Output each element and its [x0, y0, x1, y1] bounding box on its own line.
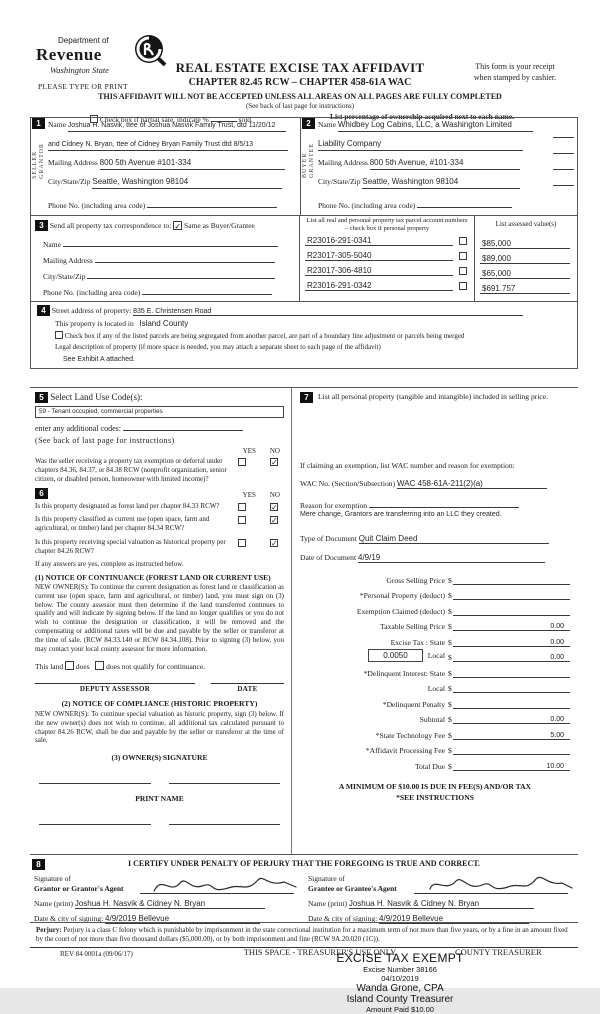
form-title: REAL ESTATE EXCISE TAX AFFIDAVIT: [175, 60, 425, 75]
see-back-note: (See back of last page for instructions): [245, 102, 355, 110]
grantor-signature-scribble: [150, 873, 300, 897]
owner-signature-lines: [39, 776, 280, 784]
seller-address-field[interactable]: 800 5th Avenue #101-334: [100, 158, 285, 170]
grantor-date-city-label: Date & city of signing:: [34, 913, 104, 923]
current-use-question: Is this property classified as current use (open space, farm and agricultural, or timber) land per chapter 84.34 RCW? ✓: [35, 515, 278, 533]
deputy-assessor-label: DEPUTY ASSESSOR: [35, 683, 195, 693]
fin-row: Excise Tax : State $ 0.00: [300, 631, 570, 647]
seller-phone-label: Phone No. (including area code): [48, 201, 146, 210]
additional-codes-label: enter any additional codes:: [35, 424, 121, 433]
wac-field[interactable]: WAC 458-61A-211(2)(a): [397, 479, 547, 489]
current-use-yes-checkbox[interactable]: [238, 516, 246, 524]
section-2-number: 2: [302, 118, 315, 129]
seller-address-label: Mailing Address: [48, 158, 98, 167]
certify-statement: I CERTIFY UNDER PENALTY OF PERJURY THAT THE FOREGOING IS TRUE AND CORRECT.: [127, 859, 480, 868]
fin-row: *Delinquent Interest: State $: [300, 662, 570, 678]
assessed-value-row: $85,000: [480, 236, 572, 251]
fin-row: *Personal Property (deduct) $: [300, 585, 570, 601]
grantee-signature-block: Signature of Grantee or Grantee's Agent Name (print) Joshua H. Nasvik & Cidney N. Bryan Date & city of signing: 4/9/2019 Bellevue: [304, 874, 578, 924]
print-name-field[interactable]: [169, 817, 281, 825]
section-8-number: 8: [32, 859, 45, 870]
reason-label: Reason for exemption: [300, 501, 368, 510]
receipt-note: This form is your receipt when stamped by cashier.: [473, 62, 557, 82]
notice1-title: (1) NOTICE OF CONTINUANCE (FOREST LAND OR CURRENT USE): [35, 572, 271, 582]
doc-type-label: Type of Document: [300, 534, 357, 543]
corr-phone-field[interactable]: [142, 283, 272, 295]
fin-row: *State Technology Fee $ 5.00: [300, 724, 570, 740]
historic-no-checkbox[interactable]: ✓: [271, 538, 278, 548]
historic-yes-checkbox[interactable]: [238, 539, 246, 547]
percent-field[interactable]: [553, 138, 574, 154]
grantee-agent-label: Grantee or Grantee's Agent: [308, 883, 397, 893]
seller-side-label: SELLER: [31, 150, 38, 179]
street-address-field[interactable]: 835 E. Christensen Road: [133, 306, 523, 316]
current-use-no-checkbox[interactable]: ✓: [271, 516, 278, 526]
doc-date-field[interactable]: 4/9/19: [358, 553, 545, 563]
same-as-buyer-label: Same as Buyer/Grantee: [184, 221, 255, 230]
affidavit-processing-fee-field[interactable]: [453, 745, 570, 755]
partial-sale-label: Check box if partial sale, indicate %: [99, 115, 209, 124]
forest-no-checkbox[interactable]: ✓: [271, 503, 278, 513]
stamp-treasurer-title: Island County Treasurer: [346, 994, 454, 1005]
notice2-title: (2) NOTICE OF COMPLIANCE (HISTORIC PROPERTY): [61, 698, 258, 708]
seller-city-label: City/State/Zip: [48, 177, 91, 186]
delinquent-interest-local-field[interactable]: [453, 683, 570, 693]
print-name-lines: [39, 817, 280, 825]
form-chapter: CHAPTER 82.45 RCW – CHAPTER 458-61A WAC: [188, 77, 412, 88]
fin-row: Gross Selling Price $: [300, 569, 570, 585]
buyer-name-label: Name: [318, 120, 336, 129]
rev-number: REV 84 0001a (09/06/17): [60, 950, 133, 958]
buyer-city-field[interactable]: Seattle, Washington 98104: [362, 177, 520, 189]
stamp-amount-paid: Amount Paid $10.00: [366, 1005, 434, 1014]
fin-row: Exemption Claimed (deduct) $: [300, 600, 570, 616]
same-as-buyer-checkbox[interactable]: ✓: [174, 222, 182, 231]
reason-field[interactable]: [369, 498, 519, 508]
buyer-city-label: City/State/Zip: [318, 177, 361, 186]
doc-date-label: Date of Document: [300, 553, 357, 562]
fin-row: Local $: [300, 678, 570, 694]
deputy-assessor-row: [35, 683, 284, 693]
fin-row: Taxable Selling Price $ 0.00: [300, 616, 570, 632]
seller-name-field-2[interactable]: and Cidney N. Bryan, ttee of Cidney Bryan Family Trust dtd 8/5/13: [48, 139, 288, 151]
fin-row: Subtotal $ 0.00: [300, 709, 570, 725]
stamp-excise-number: Excise Number 38166: [363, 965, 437, 974]
fin-row-local-rate: 0.0050 Local $ 0.00: [300, 647, 570, 663]
fin-row: Total Due $ 10.00: [300, 755, 570, 771]
street-address-label: Street address of property:: [51, 306, 132, 315]
owner-signature-field[interactable]: [39, 776, 151, 784]
left-column: [30, 388, 292, 854]
section-4-number: 4: [37, 305, 50, 316]
land-use-code-select[interactable]: 59 - Tenant occupied, commercial properties: [35, 406, 284, 418]
lower-form-box: [30, 387, 578, 855]
corr-address-field[interactable]: [95, 251, 275, 263]
county-treasurer-label: COUNTY TREASURER: [455, 947, 542, 957]
notice1-body: NEW OWNER(S): To continue the current designation as forest land or classification as current use (open space, farm and agricultural, or timber) land, you must sign on (3) below. The county assessor must then determine if the land transferred continues to qualify and will indicate by signing below. If the land no longer qualifies or you do not wish to continue the designation or classification, it will be removed and the compensating or additional taxes will be due and payable by the seller or transferor at the time of sale. (RCW 84.33.140 or RCW 84.34.108). Prior to signing (3) below, you may contact your local county assessor for more information.: [35, 582, 284, 653]
section-4: [31, 301, 577, 368]
buyer-phone-field[interactable]: [417, 196, 512, 208]
minimum-due-note: A MINIMUM OF $10.00 IS DUE IN FEE(S) AND/OR TAX *SEE INSTRUCTIONS: [338, 781, 532, 802]
stamp-treasurer-name: Wanda Grone, CPA: [356, 983, 444, 994]
percent-field[interactable]: [553, 154, 574, 170]
additional-codes-field[interactable]: [123, 421, 243, 431]
personal-property-checkbox[interactable]: [459, 282, 467, 290]
excise-tax-state-field[interactable]: 0.00: [453, 637, 570, 647]
print-name-title: PRINT NAME: [135, 794, 184, 804]
continuance-qualify-row: This land does does not qualify for continuance.: [35, 661, 206, 671]
taxable-selling-price-field[interactable]: 0.00: [453, 621, 570, 631]
land-use-title: Select Land Use Code(s):: [50, 392, 143, 402]
local-rate-box[interactable]: 0.0050: [368, 649, 422, 662]
located-in-value[interactable]: Island County: [139, 319, 189, 328]
personal-property-checkbox[interactable]: [459, 252, 467, 260]
historic-question: Is this property receiving special valuation as historical property per chapter 84.26 RCW? ✓: [35, 537, 278, 555]
owners-signature-title: (3) OWNER(S) SIGNATURE: [111, 753, 208, 763]
section-1-number: 1: [32, 118, 45, 129]
forest-yes-checkbox[interactable]: [238, 503, 246, 511]
seller-phone-field[interactable]: [147, 196, 277, 208]
ownership-percent-column: [551, 118, 577, 212]
buyer-side-label: BUYER: [301, 152, 308, 178]
legal-description-value[interactable]: See Exhibit A attached.: [63, 356, 135, 363]
grantee-name-field[interactable]: Joshua H. Nasvik & Cidney N. Bryan: [349, 899, 534, 909]
does-checkbox[interactable]: [65, 661, 74, 670]
seller-name-label: Name: [48, 120, 66, 129]
section-2-buyer: 2 BUYER GRANTEE Name Whidbey Log Cabins, LLC, a Washington Limited Liability Company Mailing Address 800 5th Avenue, #101-334 City/State/Zip Seattle, Washington 98104 Phone No. (including area code): [300, 118, 577, 215]
assessed-value-row: $89,000: [480, 251, 572, 266]
grantee-date-city-field[interactable]: 4/9/2019 Bellevue: [379, 914, 529, 924]
section-6: 6 YES NO Is this property designated as forest land per chapter 84.33 RCW? ✓ Is this property classified as current use (open space, farm and agricultural, or timber) land per chapter 84.34 RCW? ✓ Is this property receiving special valuation as historical property per chapter 84.26 RCW? ✓ If any answers are yes, complete as instructed below. (1) NOTICE OF CONTINUANCE (FOREST LAND OR CURRENT USE) NEW OWNER(S): To continue the current designation as forest land or classification as current use (open space, farm and agricultural, or timber) land, you must sign on (3) below. The county assessor must then determine if the land transferred continues to qualify and will indicate by signing below. If the land no longer qualifies or you do not wish to continue the designation or classification, it will be removed and the compensating or additional taxes will be due and payable by the seller or transferor at the time of sale. (RCW 84.33.140 or RCW 84.34.108). Prior to signing (3) below, you may contact your local county assessor for more information. This land does does not qualify for continuance. DEPUTY ASSESSOR DATE (2) NOTICE OF COMPLIANCE (HISTORIC PROPERTY) NEW OWNER(S): To continue special valuation as historic property, sign (3) below. If the new owner(s) does not wish to continue, all additional tax calculated pursuant to chapter 84.26 RCW, shall be due and payable by the seller or transferor at the time of sale. (3) OWNER(S) SIGNATURE PRINT NAME: [35, 488, 284, 825]
notice2-body: NEW OWNER(S): To continue special valuation as historic property, sign (3) below. If the new owner(s) does not wish to continue, all additional tax calculated pursuant to chapter 84.26 RCW, shall be due and payable by the seller or transferor at the time of sale.: [35, 709, 284, 745]
legal-description-label: Legal description of property (if more space is needed, you may attach a separate sheet to each page of the affidavit): [55, 343, 381, 351]
forest-land-question: Is this property designated as forest land per chapter 84.33 RCW? ✓: [35, 502, 278, 513]
exemption-note: If claiming an exemption, list WAC number and reason for exemption:: [300, 461, 515, 470]
parcel-row: R23017-305-5040: [305, 248, 469, 263]
print-name-field[interactable]: [39, 817, 151, 825]
logo-dept-text: Department of: [58, 36, 109, 45]
personal-property-checkbox[interactable]: [459, 237, 467, 245]
exemption-no-checkbox[interactable]: ✓: [271, 458, 278, 467]
parcel-header: List all real and personal property tax parcel account numbers – check box if personal property: [306, 217, 468, 233]
seller-city-field[interactable]: Seattle, Washington 98104: [92, 177, 282, 189]
section-6-number: 6: [35, 488, 48, 499]
stamp-date: 04/10/2019: [381, 974, 419, 983]
fin-row: *Affidavit Processing Fee $: [300, 740, 570, 756]
grantor-name-print-label: Name (print): [34, 898, 73, 908]
logo-revenue-text: Revenue: [36, 45, 102, 64]
tax-correspondence-block: 3 Send all property tax correspondence to: ✓ Same as Buyer/Grantee Name Mailing Address City/State/Zip Phone No. (including area code): [31, 216, 299, 301]
date-label: DATE: [211, 683, 284, 693]
located-in-label: This property is located in: [55, 319, 134, 328]
tax-exemption-question: Was the seller receiving a property tax exemption or deferral under chapters 84.36, 84.37, or 84.38 RCW (nonprofit organization, senior citizen, or disabled person, homeowner with limited income)? ✓: [35, 457, 278, 484]
parcel-row: R23016-291-0342: [305, 278, 469, 293]
ownership-note: List percentage of ownership acquired next to each name.: [330, 112, 515, 121]
total-due-field[interactable]: 10.00: [453, 761, 570, 771]
logo-state-text: Washington State: [50, 65, 109, 75]
buyer-address-label: Mailing Address: [318, 158, 368, 167]
assessed-value-header: List assessed value(s): [495, 220, 557, 228]
grantee-date-city-label: Date & city of signing:: [308, 913, 378, 923]
personal-property-note: List all personal property (tangible and intangible) included in selling price.: [318, 392, 549, 401]
section-8: [30, 859, 578, 924]
section-5: 5 Select Land Use Code(s): 59 - Tenant occupied, commercial properties enter any additional codes: (See back of last page for instructions) YES NO Was the seller receiving a property tax exemption or deferral under chapters 84.36, 84.37, or 84.38 RCW (nonprofit organization, senior citizen, or disabled person, homeowner with limited income)? ✓: [35, 392, 284, 484]
exemption-yes-checkbox[interactable]: [238, 458, 246, 466]
buyer-name-field[interactable]: Whidbey Log Cabins, LLC, a Washington Limited: [338, 120, 533, 132]
grantor-name-field[interactable]: Joshua H. Nasvik & Cidney N. Bryan: [75, 899, 265, 909]
section-3: [31, 215, 577, 301]
excise-tax-local-field[interactable]: 0.00: [453, 652, 570, 662]
state-technology-fee-field[interactable]: 5.00: [453, 730, 570, 740]
reason-value: Mere change, Grantors are transferring into an LLC they created.: [300, 511, 502, 518]
if-yes-note: If any answers are yes, complete as instructed below.: [35, 559, 184, 568]
wac-label: WAC No. (Section/Subsection): [300, 479, 396, 488]
assessed-value-row: $691.757: [480, 281, 572, 296]
upper-form-box: [30, 117, 578, 369]
please-type-note: PLEASE TYPE OR PRINT: [38, 82, 128, 91]
parcel-row: R23017-306-4810: [305, 263, 469, 278]
partial-sale-suffix: sold.: [238, 115, 253, 124]
segregated-checkbox[interactable]: [55, 331, 63, 339]
percent-field[interactable]: [553, 170, 574, 186]
corr-name-field[interactable]: [63, 235, 278, 247]
corr-city-field[interactable]: [87, 267, 275, 279]
subtotal-field[interactable]: 0.00: [453, 714, 570, 724]
percent-field[interactable]: [553, 122, 574, 138]
grantor-agent-label: Grantor or Grantor's Agent: [34, 883, 124, 893]
assessed-values-block: [475, 216, 577, 301]
segregated-note: Check box if any of the listed parcels are being segregated from another parcel, are part of a boundary line adjustment or parcels being merged: [64, 332, 465, 340]
treasurer-space-label: THIS SPACE - TREASURER'S USE ONLY: [243, 947, 397, 957]
grantee-name-print-label: Name (print): [308, 898, 347, 908]
treasurer-stamp: [290, 951, 510, 1014]
owner-signature-field[interactable]: [169, 776, 281, 784]
section-1-seller: 1 SELLER GRANTOR Name Joshua H. Nasvik, ttee of Joshua Nasvik Family Trust, dtd 11/20/12 and Cidney N. Bryan, ttee of Cidney Bryan Family Trust dtd 8/5/13 Mailing Address 800 5th Avenue #101-334 City/State/Zip Seattle, Washington 98104 Phone No. (including area code): [31, 118, 300, 215]
does-not-checkbox[interactable]: [95, 661, 104, 670]
doc-type-field[interactable]: Quit Claim Deed: [359, 534, 549, 544]
send-correspondence-label: Send all property tax correspondence to:: [49, 221, 172, 230]
grantee-signature-scribble: [424, 873, 574, 897]
assessed-value-row: $65,000: [480, 266, 572, 281]
see-back-note-5: (See back of last page for instructions): [35, 436, 175, 445]
personal-property-checkbox[interactable]: [459, 267, 467, 275]
section-7-number: 7: [300, 392, 313, 403]
buyer-phone-label: Phone No. (including area code): [318, 201, 416, 210]
buyer-address-field[interactable]: 800 5th Avenue, #101-334: [370, 158, 520, 170]
fin-row: *Delinquent Penalty $: [300, 693, 570, 709]
perjury-notice: Perjury: Perjury is a class C felony which is punishable by imprisonment in the state correctional institution for a maximum term of not more than five years, or by a fine in an amount fixed by the court of not more than five thousand dollars ($5,000.00), or by both imprisonment and fine (RCW 9A.20.020 (1C)).: [30, 922, 578, 948]
seller-name-field[interactable]: Joshua H. Nasvik, ttee of Joshua Nasvik Family Trust, dtd 11/20/12: [68, 120, 286, 132]
buyer-name-field-2[interactable]: Liability Company: [318, 139, 523, 151]
section-5-number: 5: [35, 392, 48, 403]
parcel-row: R23016-291-0341: [305, 233, 469, 248]
grantor-signature-field[interactable]: [140, 880, 294, 894]
completion-warning: THIS AFFIDAVIT WILL NOT BE ACCEPTED UNLESS ALL AREAS ON ALL PAGES ARE FULLY COMPLETED: [98, 92, 502, 101]
section-7: [292, 388, 578, 854]
stamp-exempt-line: EXCISE TAX EXEMPT: [336, 951, 464, 965]
exemption-claimed-field[interactable]: [453, 606, 570, 616]
section-3-number: 3: [35, 220, 48, 231]
delinquent-penalty-field[interactable]: [453, 699, 570, 709]
grantor-signature-block: Signature of Grantor or Grantor's Agent Name (print) Joshua H. Nasvik & Cidney N. Bryan Date & city of signing: 4/9/2019 Bellevue: [30, 874, 304, 924]
personal-property-deduct-field[interactable]: [453, 590, 570, 600]
gross-selling-price-field[interactable]: [453, 575, 570, 585]
delinquent-interest-state-field[interactable]: [453, 668, 570, 678]
grantee-signature-field[interactable]: [414, 880, 568, 894]
grantor-date-city-field[interactable]: 4/9/2019 Bellevue: [105, 914, 260, 924]
parcel-numbers-block: [299, 216, 475, 301]
